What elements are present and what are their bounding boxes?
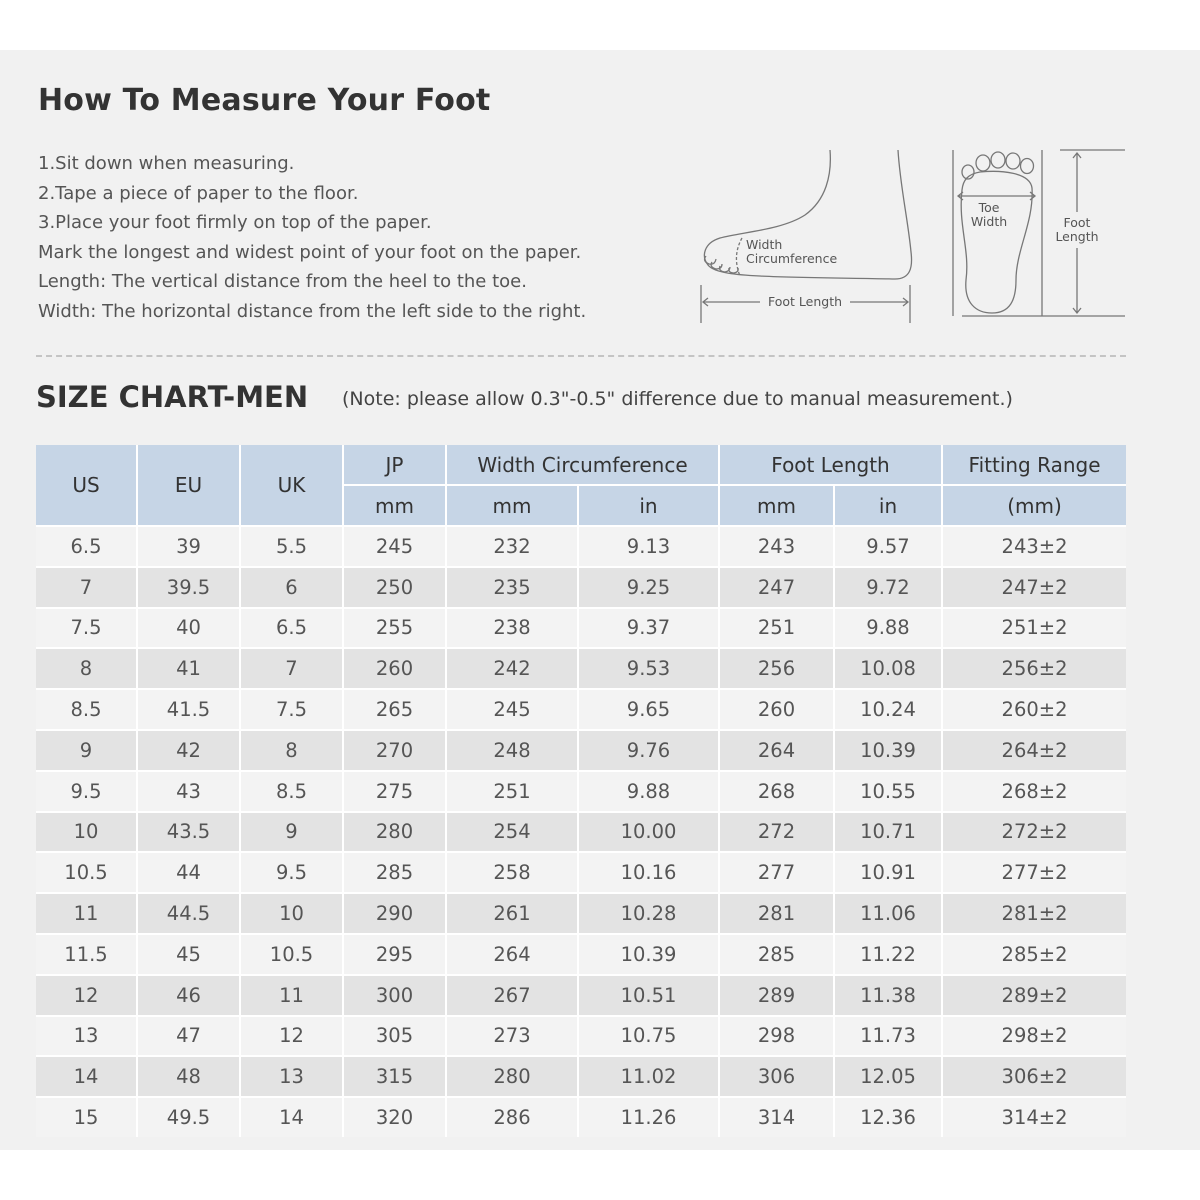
cell-fitting-range: 272±2	[943, 813, 1126, 854]
table-row	[36, 609, 1126, 650]
cell-width-in: 10.39	[579, 935, 720, 976]
cell-uk: 14	[241, 1098, 344, 1137]
cell-fitting-range: 285±2	[943, 935, 1126, 976]
cell-width-in: 10.75	[579, 1017, 720, 1058]
cell-uk: 7.5	[241, 690, 344, 731]
cell-fitting-range: 281±2	[943, 894, 1126, 935]
section-divider	[36, 355, 1126, 357]
cell-length-in: 12.05	[835, 1057, 943, 1098]
cell-length-in: 9.57	[835, 527, 943, 568]
cell-length-mm: 289	[720, 976, 835, 1017]
cell-length-mm: 272	[720, 813, 835, 854]
header-eu: EU	[138, 445, 241, 527]
width-circumference-marker	[736, 238, 742, 276]
cell-eu: 40	[138, 609, 241, 650]
cell-length-mm: 251	[720, 609, 835, 650]
measure-step: Length: The vertical distance from the heel to the toe.	[38, 271, 527, 292]
cell-eu: 41.5	[138, 690, 241, 731]
header-length-mm: mm	[720, 486, 835, 527]
cell-uk: 12	[241, 1017, 344, 1058]
size-chart-title: SIZE CHART-MEN	[36, 380, 309, 414]
cell-length-mm: 314	[720, 1098, 835, 1137]
header-uk: UK	[241, 445, 344, 527]
cell-width-in: 10.51	[579, 976, 720, 1017]
measure-steps	[38, 149, 586, 326]
cell-length-mm: 285	[720, 935, 835, 976]
measure-step: 3.Place your foot firmly on top of the paper.	[38, 212, 432, 233]
cell-width-in: 10.16	[579, 853, 720, 894]
header-width-circumference: Width Circumference	[447, 445, 720, 486]
table-row	[36, 894, 1126, 935]
cell-length-in: 10.24	[835, 690, 943, 731]
top-foot-length-label: Foot	[1063, 215, 1091, 230]
cell-length-mm: 281	[720, 894, 835, 935]
top-foot-length-label: Length	[1055, 229, 1099, 244]
cell-uk: 10.5	[241, 935, 344, 976]
cell-width-mm: 286	[447, 1098, 579, 1137]
toe-icon	[991, 152, 1005, 168]
table-row	[36, 853, 1126, 894]
cell-jp-mm: 280	[344, 813, 447, 854]
table-row	[36, 976, 1126, 1017]
header-width-mm: mm	[447, 486, 579, 527]
cell-fitting-range: 264±2	[943, 731, 1126, 772]
cell-width-in: 10.28	[579, 894, 720, 935]
cell-uk: 8.5	[241, 772, 344, 813]
cell-fitting-range: 277±2	[943, 853, 1126, 894]
cell-jp-mm: 290	[344, 894, 447, 935]
cell-width-in: 11.26	[579, 1098, 720, 1137]
cell-us: 8.5	[36, 690, 138, 731]
cell-length-in: 10.39	[835, 731, 943, 772]
cell-jp-mm: 305	[344, 1017, 447, 1058]
cell-length-in: 12.36	[835, 1098, 943, 1137]
cell-us: 14	[36, 1057, 138, 1098]
cell-width-mm: 264	[447, 935, 579, 976]
measure-step: Width: The horizontal distance from the left side to the right.	[38, 300, 587, 322]
cell-width-mm: 232	[447, 527, 579, 568]
cell-fitting-range: 256±2	[943, 649, 1126, 690]
cell-length-in: 10.91	[835, 853, 943, 894]
cell-length-in: 10.08	[835, 649, 943, 690]
header-jp: JP	[344, 445, 447, 486]
toe-width-label: Toe	[978, 200, 1000, 215]
cell-width-mm: 251	[447, 772, 579, 813]
cell-eu: 45	[138, 935, 241, 976]
cell-jp-mm: 320	[344, 1098, 447, 1137]
toe-icon	[1021, 159, 1034, 174]
table-row	[36, 527, 1126, 568]
size-chart-body	[36, 527, 1126, 1137]
cell-width-in: 9.13	[579, 527, 720, 568]
cell-length-in: 11.73	[835, 1017, 943, 1058]
table-row	[36, 772, 1126, 813]
cell-jp-mm: 295	[344, 935, 447, 976]
cell-us: 8	[36, 649, 138, 690]
cell-eu: 41	[138, 649, 241, 690]
cell-length-mm: 264	[720, 731, 835, 772]
table-row	[36, 1098, 1126, 1137]
cell-length-in: 11.38	[835, 976, 943, 1017]
width-circumference-label: Circumference	[746, 251, 838, 266]
cell-jp-mm: 315	[344, 1057, 447, 1098]
cell-length-in: 11.22	[835, 935, 943, 976]
cell-jp-mm: 250	[344, 568, 447, 609]
cell-length-in: 11.06	[835, 894, 943, 935]
size-chart-header	[36, 445, 1126, 527]
cell-eu: 47	[138, 1017, 241, 1058]
cell-fitting-range: 247±2	[943, 568, 1126, 609]
cell-length-mm: 306	[720, 1057, 835, 1098]
toe-icon	[976, 155, 990, 171]
foot-top-view	[953, 150, 1125, 316]
cell-length-mm: 247	[720, 568, 835, 609]
cell-width-mm: 242	[447, 649, 579, 690]
cell-uk: 8	[241, 731, 344, 772]
cell-width-in: 9.37	[579, 609, 720, 650]
cell-fitting-range: 268±2	[943, 772, 1126, 813]
cell-width-mm: 254	[447, 813, 579, 854]
cell-width-mm: 248	[447, 731, 579, 772]
table-row	[36, 1057, 1126, 1098]
cell-fitting-range: 251±2	[943, 609, 1126, 650]
size-chart-table	[36, 445, 1126, 1137]
cell-us: 12	[36, 976, 138, 1017]
table-row	[36, 568, 1126, 609]
cell-eu: 44	[138, 853, 241, 894]
side-foot-length-label: Foot Length	[767, 294, 843, 309]
cell-uk: 6	[241, 568, 344, 609]
cell-width-in: 9.65	[579, 690, 720, 731]
cell-width-in: 10.00	[579, 813, 720, 854]
cell-jp-mm: 270	[344, 731, 447, 772]
toe-width-label: Width	[970, 214, 1008, 229]
cell-width-mm: 267	[447, 976, 579, 1017]
table-row	[36, 649, 1126, 690]
cell-width-mm: 280	[447, 1057, 579, 1098]
measure-step: 1.Sit down when measuring.	[38, 153, 295, 174]
cell-eu: 39.5	[138, 568, 241, 609]
measure-step: Mark the longest and widest point of your foot on the paper.	[38, 241, 582, 263]
cell-width-mm: 245	[447, 690, 579, 731]
cell-uk: 9	[241, 813, 344, 854]
cell-width-in: 9.53	[579, 649, 720, 690]
cell-uk: 11	[241, 976, 344, 1017]
header-width-in: in	[579, 486, 720, 527]
cell-length-mm: 256	[720, 649, 835, 690]
cell-length-mm: 243	[720, 527, 835, 568]
measure-step: 2.Tape a piece of paper to the floor.	[38, 182, 359, 204]
cell-jp-mm: 265	[344, 690, 447, 731]
cell-jp-mm: 245	[344, 527, 447, 568]
cell-eu: 43.5	[138, 813, 241, 854]
header-fitting-range: Fitting Range	[943, 445, 1126, 486]
cell-length-in: 10.71	[835, 813, 943, 854]
cell-us: 6.5	[36, 527, 138, 568]
cell-width-mm: 258	[447, 853, 579, 894]
table-row	[36, 935, 1126, 976]
cell-length-mm: 260	[720, 690, 835, 731]
cell-length-in: 10.55	[835, 772, 943, 813]
header-length-in: in	[835, 486, 943, 527]
cell-length-mm: 277	[720, 853, 835, 894]
cell-eu: 42	[138, 731, 241, 772]
cell-width-in: 11.02	[579, 1057, 720, 1098]
cell-us: 10.5	[36, 853, 138, 894]
cell-us: 9.5	[36, 772, 138, 813]
cell-eu: 39	[138, 527, 241, 568]
cell-width-mm: 261	[447, 894, 579, 935]
cell-width-in: 9.88	[579, 772, 720, 813]
size-chart-note: (Note: please allow 0.3"-0.5" difference due to manual measurement.)	[342, 388, 1013, 410]
cell-us: 7	[36, 568, 138, 609]
toe-icon	[1006, 153, 1020, 169]
cell-uk: 5.5	[241, 527, 344, 568]
table-row	[36, 813, 1126, 854]
cell-width-mm: 235	[447, 568, 579, 609]
cell-width-mm: 273	[447, 1017, 579, 1058]
cell-uk: 7	[241, 649, 344, 690]
cell-fitting-range: 306±2	[943, 1057, 1126, 1098]
toe-icon	[711, 262, 722, 269]
cell-width-mm: 238	[447, 609, 579, 650]
cell-length-mm: 268	[720, 772, 835, 813]
cell-uk: 9.5	[241, 853, 344, 894]
cell-us: 13	[36, 1017, 138, 1058]
cell-width-in: 9.25	[579, 568, 720, 609]
table-row	[36, 731, 1126, 772]
cell-us: 9	[36, 731, 138, 772]
cell-fitting-range: 314±2	[943, 1098, 1126, 1137]
cell-length-mm: 298	[720, 1017, 835, 1058]
foot-sole-outline	[961, 171, 1032, 313]
table-row	[36, 1017, 1126, 1058]
cell-jp-mm: 255	[344, 609, 447, 650]
cell-uk: 10	[241, 894, 344, 935]
width-circumference-label: Width	[746, 237, 783, 252]
cell-jp-mm: 300	[344, 976, 447, 1017]
toe-icon	[705, 256, 716, 264]
cell-fitting-range: 243±2	[943, 527, 1126, 568]
header-jp-unit: mm	[344, 486, 447, 527]
cell-us: 7.5	[36, 609, 138, 650]
table-row	[36, 690, 1126, 731]
header-us: US	[36, 445, 138, 527]
cell-width-in: 9.76	[579, 731, 720, 772]
cell-eu: 49.5	[138, 1098, 241, 1137]
cell-us: 10	[36, 813, 138, 854]
cell-length-in: 9.88	[835, 609, 943, 650]
cell-jp-mm: 260	[344, 649, 447, 690]
cell-us: 11	[36, 894, 138, 935]
header-fitting-unit: (mm)	[943, 486, 1126, 527]
cell-eu: 46	[138, 976, 241, 1017]
cell-eu: 43	[138, 772, 241, 813]
measure-title: How To Measure Your Foot	[38, 83, 491, 118]
header-foot-length: Foot Length	[720, 445, 943, 486]
cell-jp-mm: 285	[344, 853, 447, 894]
cell-uk: 13	[241, 1057, 344, 1098]
cell-length-in: 9.72	[835, 568, 943, 609]
cell-fitting-range: 260±2	[943, 690, 1126, 731]
cell-fitting-range: 289±2	[943, 976, 1126, 1017]
cell-fitting-range: 298±2	[943, 1017, 1126, 1058]
cell-us: 15	[36, 1098, 138, 1137]
cell-us: 11.5	[36, 935, 138, 976]
cell-eu: 48	[138, 1057, 241, 1098]
cell-uk: 6.5	[241, 609, 344, 650]
cell-eu: 44.5	[138, 894, 241, 935]
cell-jp-mm: 275	[344, 772, 447, 813]
foot-measurement-illustration	[690, 138, 1135, 333]
